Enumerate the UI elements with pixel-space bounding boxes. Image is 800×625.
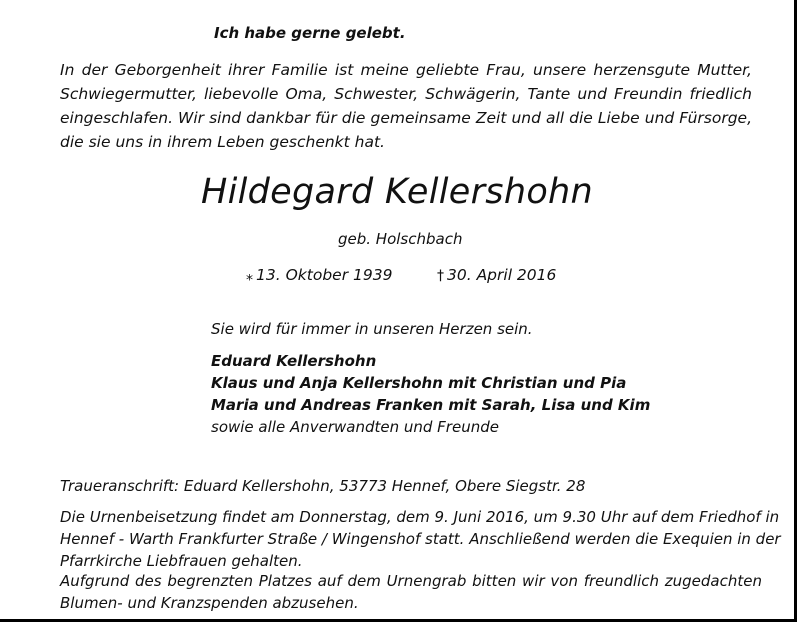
mourning-address: Traueranschrift: Eduard Kellershohn, 53773 Hennef, Obere Siegstr. 28 <box>60 477 586 495</box>
flowers-line: Blumen- und Kranzspenden abzusehen. <box>60 594 359 612</box>
intro-line: In der Geborgenheit ihrer Familie ist meine geliebte Frau, unsere herzensgute Mutter, <box>60 61 752 79</box>
flowers-paragraph <box>60 570 762 614</box>
death-date-line <box>437 266 556 284</box>
relatives-text: sowie alle Anverwandten und Freunde <box>211 418 499 436</box>
remembrance-text: Sie wird für immer in unseren Herzen sein. <box>211 320 533 338</box>
mourners-block <box>211 318 650 438</box>
death-cross-icon: † <box>437 268 444 284</box>
mourner-name: Maria und Andreas Franken mit Sarah, Lisa und Kim <box>211 396 651 414</box>
burial-line: Pfarrkirche Liebfrauen gehalten. <box>60 552 303 570</box>
maiden-name: geb. Holschbach <box>338 230 463 248</box>
birth-date: 13. Oktober 1939 <box>256 266 393 284</box>
intro-line: Schwiegermutter, liebevolle Oma, Schwester, Schwägerin, Tante und Freundin friedlich <box>60 85 752 103</box>
burial-line: Die Urnenbeisetzung findet am Donnerstag, dem 9. Juni 2016, um 9.30 Uhr auf dem Friedhof in <box>60 508 780 526</box>
intro-line: eingeschlafen. Wir sind dankbar für die gemeinsame Zeit und all die Liebe und Fürsorge, <box>60 109 752 127</box>
deceased-name: Hildegard Kellershohn <box>200 172 594 212</box>
burial-line: Hennef - Warth Frankfurter Straße / Wingenshof statt. Anschließend werden die Exequien in der <box>60 530 781 548</box>
mourner-name: Eduard Kellershohn <box>211 352 377 370</box>
birth-star-icon: ⁎ <box>246 268 253 284</box>
intro-line: die sie uns in ihrem Leben geschenkt hat. <box>60 133 385 151</box>
birth-date-line <box>246 266 392 284</box>
burial-paragraph <box>60 506 781 572</box>
death-date: 30. April 2016 <box>447 266 557 284</box>
flowers-line: Aufgrund des begrenzten Platzes auf dem Urnengrab bitten wir von freundlich zugedachten <box>60 572 762 590</box>
motto: Ich habe gerne gelebt. <box>214 24 406 42</box>
intro-paragraph <box>60 58 752 154</box>
mourner-name: Klaus und Anja Kellershohn mit Christian und Pia <box>211 374 627 392</box>
